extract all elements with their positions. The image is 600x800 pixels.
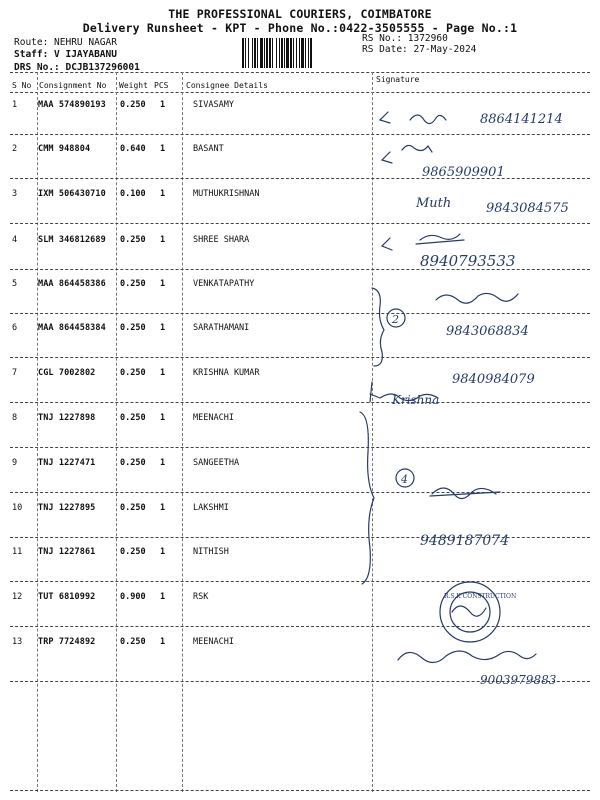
row-consignment: SLM 346812689 [38, 235, 106, 245]
handwritten-name: Muth [416, 196, 452, 211]
handwritten-name: Krishna [392, 393, 440, 407]
table-row [10, 503, 590, 545]
row-pcs: 1 [160, 368, 166, 378]
row-sno: 9 [12, 458, 18, 468]
barcode-bar [308, 38, 309, 68]
col-sno-header: S No [12, 81, 32, 90]
barcode-bar [305, 38, 306, 68]
barcode-bar [286, 38, 289, 68]
row-weight: 0.250 [120, 503, 146, 513]
barcode-bar [248, 38, 249, 68]
row-sno: 13 [12, 637, 23, 647]
row-divider [10, 537, 590, 538]
row-weight: 0.250 [120, 368, 146, 378]
handwritten-phone: 9865909901 [422, 165, 505, 180]
barcode-bar [301, 38, 304, 68]
barcode-bar [299, 38, 300, 68]
row-divider [10, 134, 590, 135]
row-pcs: 1 [160, 547, 166, 557]
barcode-bar [264, 38, 265, 68]
row-sno: 10 [12, 503, 23, 513]
staff-label: Staff: V IJAYABANU [14, 49, 117, 60]
row-weight: 0.100 [120, 189, 146, 199]
handwritten-phone: 8940793533 [420, 252, 516, 270]
handwritten-phone: 9843068834 [446, 324, 529, 339]
row-divider [10, 626, 590, 627]
row-consignment: IXM 506430710 [38, 189, 106, 199]
row-consignment: TUT 6810992 [38, 592, 96, 602]
table-row [10, 100, 590, 142]
table-row [10, 323, 590, 365]
rs-number: RS No.: 1372960 [362, 33, 448, 44]
row-pcs: 1 [160, 458, 166, 468]
barcode-bar [296, 38, 297, 68]
row-divider [10, 402, 590, 403]
row-pcs: 1 [160, 279, 166, 289]
handwritten-phone: 9489187074 [420, 533, 510, 549]
row-consignment: CMM 948804 [38, 144, 91, 154]
barcode-bar [293, 38, 294, 68]
handwritten-phone: 9840984079 [452, 372, 535, 387]
encircled-number: 2 [392, 313, 399, 326]
col-weight-header: Weight [119, 81, 148, 90]
row-divider [10, 492, 590, 493]
row-weight: 0.250 [120, 323, 146, 333]
stamp-text: R.S.K CONSTRUCTION [444, 593, 517, 600]
row-sno: 7 [12, 368, 18, 378]
header-divider [10, 72, 590, 73]
row-consignment: TNJ 1227861 [38, 547, 96, 557]
table-row [10, 189, 590, 231]
row-pcs: 1 [160, 637, 166, 647]
row-consignment: TNJ 1227471 [38, 458, 96, 468]
row-consignment: MAA 864458384 [38, 323, 106, 333]
row-divider [10, 581, 590, 582]
row-pcs: 1 [160, 323, 166, 333]
row-weight: 0.250 [120, 279, 146, 289]
row-consignment: MAA 574890193 [38, 100, 106, 110]
row-sno: 1 [12, 100, 18, 110]
row-divider [10, 357, 590, 358]
col-details-header: Consignee Details [186, 81, 268, 90]
row-sno: 12 [12, 592, 23, 602]
table-row [10, 458, 590, 500]
barcode-bar [260, 38, 263, 68]
row-consignee: NITHISH [193, 547, 229, 557]
row-consignee: VENKATAPATHY [193, 279, 255, 289]
table-row [10, 144, 590, 186]
row-consignee: MUTHUKRISHNAN [193, 189, 260, 199]
col-signature-header: Signature [376, 75, 420, 84]
encircled-number: 4 [401, 473, 408, 486]
row-sno: 6 [12, 323, 18, 333]
barcode-bar [245, 38, 246, 68]
row-consignee: BASANT [193, 144, 224, 154]
row-weight: 0.250 [120, 100, 146, 110]
row-divider [10, 269, 590, 270]
footer-divider [10, 790, 590, 791]
barcode-bar [279, 38, 280, 68]
row-consignee: SARATHAMANI [193, 323, 250, 333]
row-sno: 3 [12, 189, 18, 199]
route-label: Route: NEHRU NAGAR [14, 37, 117, 48]
rs-date: RS Date: 27-May-2024 [362, 44, 477, 55]
col-pcs-header: PCS [154, 81, 169, 90]
row-pcs: 1 [160, 592, 166, 602]
row-consignee: LAKSHMI [193, 503, 229, 513]
row-consignee: MEENACHI [193, 413, 234, 423]
row-divider [10, 447, 590, 448]
row-pcs: 1 [160, 189, 166, 199]
row-divider [10, 223, 590, 224]
row-pcs: 1 [160, 100, 166, 110]
row-consignment: MAA 864458386 [38, 279, 106, 289]
drs-number: DRS No.: DCJB137296001 [14, 62, 140, 73]
barcode-bar [254, 38, 256, 68]
barcode-bar [290, 38, 292, 68]
table-row [10, 235, 590, 277]
company-title: THE PROFESSIONAL COURIERS, COIMBATORE [168, 7, 432, 21]
table-row [10, 637, 590, 679]
table-row [10, 279, 590, 321]
barcode-bar [269, 38, 271, 68]
col-consignment-header: Consignment No [39, 81, 107, 90]
barcode-bar [284, 38, 285, 68]
row-consignee: SANGEETHA [193, 458, 240, 468]
row-sno: 4 [12, 235, 18, 245]
row-consignment: CGL 7002802 [38, 368, 96, 378]
row-pcs: 1 [160, 235, 166, 245]
row-consignee: MEENACHI [193, 637, 234, 647]
row-divider [10, 313, 590, 314]
row-divider [10, 178, 590, 179]
row-divider [10, 681, 590, 682]
table-row [10, 368, 590, 410]
row-sno: 5 [12, 279, 18, 289]
row-weight: 0.250 [120, 637, 146, 647]
row-consignment: TNJ 1227898 [38, 413, 96, 423]
row-sno: 11 [12, 547, 23, 557]
row-weight: 0.250 [120, 413, 146, 423]
runsheet-title: Delivery Runsheet - KPT - Phone No.:0422-3505555 - Page No.:1 [82, 21, 518, 35]
row-weight: 0.900 [120, 592, 146, 602]
row-consignee: SIVASAMY [193, 100, 234, 110]
barcode [242, 38, 352, 68]
row-weight: 0.250 [120, 547, 146, 557]
row-pcs: 1 [160, 503, 166, 513]
row-sno: 2 [12, 144, 18, 154]
barcode-bar [252, 38, 253, 68]
row-consignment: TRP 7724892 [38, 637, 96, 647]
row-consignee: RSK [193, 592, 209, 602]
row-pcs: 1 [160, 144, 166, 154]
handwritten-phone: 8864141214 [480, 112, 563, 127]
barcode-bar [242, 38, 244, 68]
row-consignee: KRISHNA KUMAR [193, 368, 260, 378]
table-row [10, 413, 590, 455]
handwritten-phone: 9843084575 [486, 201, 569, 216]
row-sno: 8 [12, 413, 18, 423]
barcode-bar [310, 38, 312, 68]
row-pcs: 1 [160, 413, 166, 423]
barcode-bar [272, 38, 273, 68]
barcode-bar [266, 38, 268, 68]
row-weight: 0.250 [120, 235, 146, 245]
row-weight: 0.640 [120, 144, 146, 154]
barcode-bar [281, 38, 283, 68]
table-row [10, 547, 590, 589]
barcode-bar [276, 38, 277, 68]
row-consignment: TNJ 1227895 [38, 503, 96, 513]
row-weight: 0.250 [120, 458, 146, 468]
handwritten-phone: 9003979883 [480, 673, 557, 687]
row-consignee: SHREE SHARA [193, 235, 250, 245]
column-header-divider [10, 92, 590, 93]
barcode-bar [257, 38, 258, 68]
table-row [10, 592, 590, 634]
